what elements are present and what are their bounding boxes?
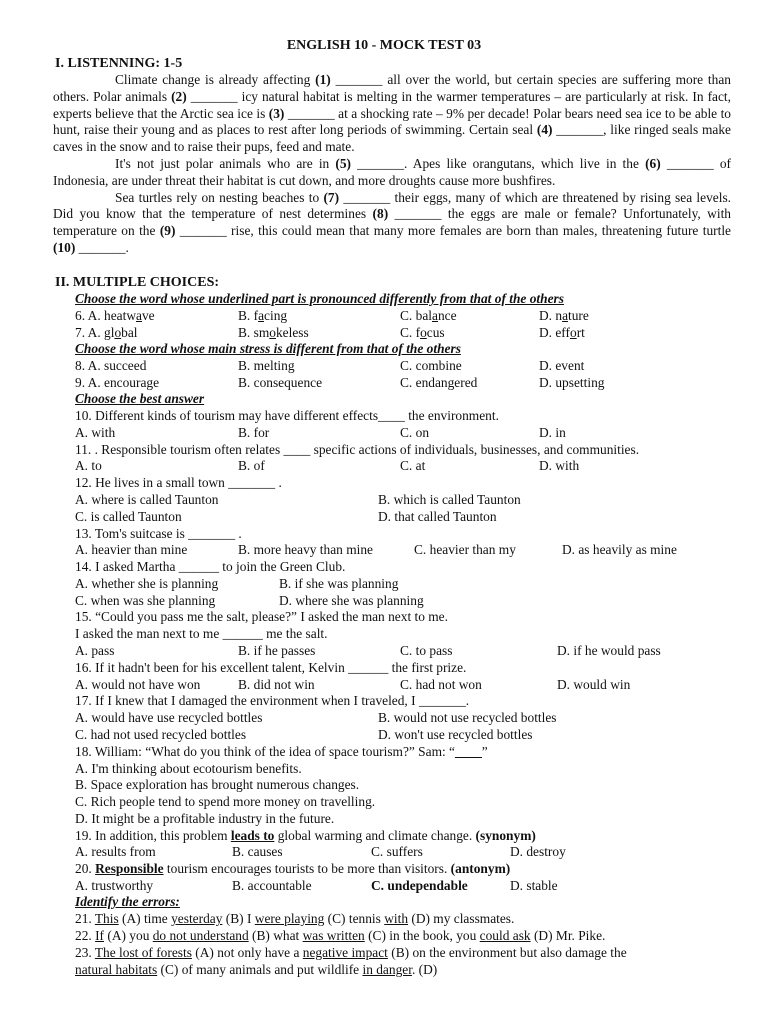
text-run: 23. [75,945,95,960]
text-run: bal [121,325,138,340]
text-run: _______ the eggs are male or female? Unfortunately, with temperature on the [53,206,731,239]
text-run: was written [302,928,365,943]
text-run: o [269,325,276,340]
text-run: in danger [362,962,412,977]
text-run: negative impact [302,945,388,960]
q20-option-a[interactable]: A. trustworthy [75,878,154,893]
q16-option-c[interactable]: C. had not won [400,677,482,692]
text-run: were playing [254,911,325,926]
q12-stem: 12. He lives in a small town _______ . [75,475,282,490]
q10-option-d[interactable]: D. in [539,425,566,440]
text-run: The lost of forests [94,945,192,960]
text-run: D. n [539,308,563,323]
q14-option-d[interactable]: D. where she was planning [279,593,424,608]
q12-option-a[interactable]: A. where is called Taunton [75,492,219,507]
passage-paragraph-3 [53,190,731,257]
text-run: (2) [171,88,187,104]
q15-option-b[interactable]: B. if he passes [238,643,316,658]
q8-option-c[interactable]: C. combine [400,358,462,373]
q20-option-c[interactable]: C. undependable [371,878,468,893]
q19-option-d[interactable]: D. destroy [510,844,566,859]
q18-option-a[interactable]: A. I'm thinking about ecotourism benefits. [75,761,302,776]
text-run: yesterday [171,911,223,926]
text-run: a [258,308,265,323]
text-run: Climate change is already affecting [115,72,316,87]
instruction-pronunciation: Choose the word whose underlined part is pronounced differently from that of the others [75,291,564,306]
text-run: _______. [75,239,129,255]
text-run: Sea turtles rely on nesting beaches to [115,189,324,205]
text-run: Responsible [95,861,164,876]
q19-option-a[interactable]: A. results from [75,844,156,859]
text-run: (C) in the book, you [364,928,480,943]
text-run: _______ icy natural habitat is melting in the warmer temperatures – are particularly at risk. In fact, experts believe that the Arctic sea ice is [53,88,731,121]
text-run: (B) I [222,911,255,926]
text-run: do not understand [152,928,249,943]
text-run: o [420,325,427,340]
q9-option-d[interactable]: D. upsetting [539,375,605,390]
q7-option-b[interactable] [238,325,309,342]
q23-sentence [75,945,627,962]
q7-option-c[interactable] [400,325,445,342]
q14-option-c[interactable]: C. when was she planning [75,593,216,608]
text-run: 19. In addition, this problem [75,828,231,843]
text-run: nce [437,308,457,323]
q20-option-b[interactable]: B. accountable [232,878,312,893]
text-run: a [136,308,142,323]
q18-option-b[interactable]: B. Space exploration has brought numerous changes. [75,777,360,792]
q18-stem-text: 18. William: “What do you think of the idea of space tourism?” Sam: “ [75,744,456,759]
q17-option-a[interactable]: A. would have use recycled bottles [75,710,263,725]
q13-option-c[interactable]: C. heavier than my [414,542,516,557]
text-run: _______, like ringed seals make caves in the snow and to raise their pups, feed and mate. [53,122,731,155]
q18-option-c[interactable]: C. Rich people tend to spend more money on travelling. [75,794,376,809]
text-run: (3) [268,105,285,121]
q11-stem: 11. . Responsible tourism often relates ____ specific actions of individuals, businesses, and communities. [75,442,640,457]
listening-heading: I. LISTENNING: 1-5 [55,56,183,71]
text-run: (6) [645,155,661,171]
passage-paragraph-1 [53,72,731,156]
text-run: B. sm [238,325,270,340]
q19-option-b[interactable]: B. causes [232,844,283,859]
text-run: _______ rise, this could mean that many more females are born than males, threatening future turtle [175,223,731,239]
q15-stem-2: I asked the man next to me ______ me the salt. [75,626,328,641]
text-run: 20. [75,861,96,876]
q12-option-b[interactable]: B. which is called Taunton [378,492,521,507]
text-run: leads to [230,828,275,843]
q11-option-c[interactable]: C. at [400,458,426,473]
q16-option-a[interactable]: A. would not have won [75,677,201,692]
q23-sentence-cont [75,962,437,979]
text-run: could ask [479,928,531,943]
q8-option-d[interactable]: D. event [539,358,585,373]
q15-stem: 15. “Could you pass me the salt, please?” I asked the man next to me. [75,609,448,624]
text-run: 7. A. gl [75,325,115,340]
text-run: If [95,928,105,943]
q21-sentence [75,911,514,928]
q17-option-d[interactable]: D. won't use recycled bottles [378,727,533,742]
text-run: (A) you [104,928,153,943]
q20-option-d[interactable]: D. stable [510,878,558,893]
passage-paragraph-2 [53,156,731,190]
text-run: C. bal [400,308,432,323]
text-run: D. eff [539,325,570,340]
q14-option-b[interactable]: B. if she was planning [279,576,399,591]
text-run: _______ of Indonesia, are under threat their habitat is cut down, and more droughts cause more bushfires. [53,155,731,188]
q8-option-b[interactable]: B. melting [238,358,295,373]
text-run: o [114,325,122,340]
text-run: keless [275,325,309,340]
q15-option-c[interactable]: C. to pass [400,643,453,658]
text-run: o [570,325,577,340]
text-run: (synonym) [475,828,536,843]
q10-option-c[interactable]: C. on [400,425,430,440]
text-run: 21. [75,911,95,926]
text-run: (4) [536,122,553,138]
text-run: with [384,911,409,926]
q11-option-b[interactable]: B. of [238,458,265,473]
q10-option-a[interactable]: A. with [75,425,116,440]
text-run: cing [264,308,288,323]
q19-option-c[interactable]: C. suffers [371,844,423,859]
text-run: (antonym) [450,861,511,876]
q10-stem: 10. Different kinds of tourism may have different effects____ the environment. [75,408,499,423]
text-run: (9) [159,223,176,239]
text-run: C. f [400,325,421,340]
q16-stem: 16. If it hadn't been for his excellent talent, Kelvin ______ the first prize. [75,660,467,675]
text-run: a [432,308,438,323]
q9-option-c[interactable]: C. endangered [400,375,478,390]
text-run: _______ at a shocking rate – 9% per decade! Polar bears need sea ice to be able to hunt, raise their young and as places to rest after long periods of swimming. Certain seal [53,105,731,138]
text-run: _______ their eggs, many of which are threatened by rising sea levels. Did you know that the temperature of nest determines [53,189,732,222]
q6-option-a[interactable] [75,308,155,325]
q15-option-d[interactable]: D. if he would pass [557,643,661,658]
multiple-choice-heading: II. MULTIPLE CHOICES: [55,275,220,290]
q8-option-a[interactable]: 8. A. succeed [75,358,147,373]
text-run: (5) [335,155,352,171]
q9-option-a[interactable]: 9. A. encourage [75,375,160,390]
text-run: B. f [238,308,259,323]
q9-option-b[interactable]: B. consequence [238,375,323,390]
text-run: ve [141,308,155,323]
text-run: (1) [315,72,331,87]
text-run: _______ all over the world, but certain species are suffering more than others. Polar animals [53,72,731,104]
text-run: (A) not only have a [191,945,303,960]
text-run: 22. [75,928,96,943]
q17-option-c[interactable]: C. had not used recycled bottles [75,727,247,742]
text-run: It's not just polar animals who are in [115,155,336,171]
q17-option-b[interactable]: B. would not use recycled bottles [378,710,557,725]
q7-option-d[interactable] [539,325,585,342]
q12-option-c[interactable]: C. is called Taunton [75,509,182,524]
text-run: global warming and climate change. [274,828,476,843]
q11-option-a[interactable]: A. to [75,458,102,473]
instruction-stress: Choose the word whose main stress is different from that of the others [75,341,461,356]
text-run: (B) on the environment but also damage the [387,945,627,960]
text-run: (10) [53,239,76,255]
text-run: (C) tennis [324,911,385,926]
text-run: This [94,911,119,926]
page-title: ENGLISH 10 - MOCK TEST 03 [286,38,482,53]
text-run: ture [568,308,589,323]
q19-stem [75,828,536,845]
q11-option-d[interactable]: D. with [539,458,580,473]
text-run: natural habitats [75,962,158,977]
text-run: tourism encourages tourists to be more than visitors. [163,861,451,876]
q15-option-a[interactable]: A. pass [75,643,115,658]
q6-option-c[interactable] [400,308,457,325]
q12-option-d[interactable]: D. that called Taunton [378,509,497,524]
q18-stem [75,744,488,761]
q13-option-a[interactable]: A. heavier than mine [75,542,188,557]
text-run: cus [426,325,445,340]
q13-option-b[interactable]: B. more heavy than mine [238,542,373,557]
q6-option-b[interactable] [238,308,287,325]
text-run: (C) of many animals and put wildlife [157,962,363,977]
text-run: . (D) [411,962,438,977]
text-run: (D) my classmates. [408,911,515,926]
text-run: (7) [323,189,340,205]
q14-stem: 14. I asked Martha ______ to join the Green Club. [75,559,346,574]
q18-blank: ____ [455,744,482,759]
text-run: _______. Apes like orangutans, which live in the [351,155,646,171]
instruction-identify-errors: Identify the errors: [75,894,180,909]
q10-option-b[interactable]: B. for [238,425,270,440]
text-run: (D) Mr. Pike. [530,928,606,943]
q6-option-d[interactable] [539,308,589,325]
text-run: (A) time [118,911,172,926]
q13-option-d[interactable]: D. as heavily as mine [562,542,677,557]
q17-stem: 17. If I knew that I damaged the environment when I traveled, I _______. [75,693,470,708]
text-run: a [562,308,569,323]
text-run: 6. A. heatw [75,308,136,323]
q22-sentence [75,928,605,945]
q14-option-a[interactable]: A. whether she is planning [75,576,219,591]
instruction-best-answer: Choose the best answer [75,391,205,406]
text-run: rt [576,325,585,340]
q16-option-b[interactable]: B. did not win [238,677,315,692]
text-run: (B) what [248,928,303,943]
text-run: (8) [372,206,389,222]
q20-stem [75,861,510,878]
q18-stem-close: ” [481,744,488,759]
q18-option-d[interactable]: D. It might be a profitable industry in the future. [75,811,335,826]
listening-passage [53,72,731,257]
q16-option-d[interactable]: D. would win [557,677,631,692]
q7-option-a[interactable] [75,325,138,342]
q13-stem: 13. Tom's suitcase is _______ . [75,526,242,541]
